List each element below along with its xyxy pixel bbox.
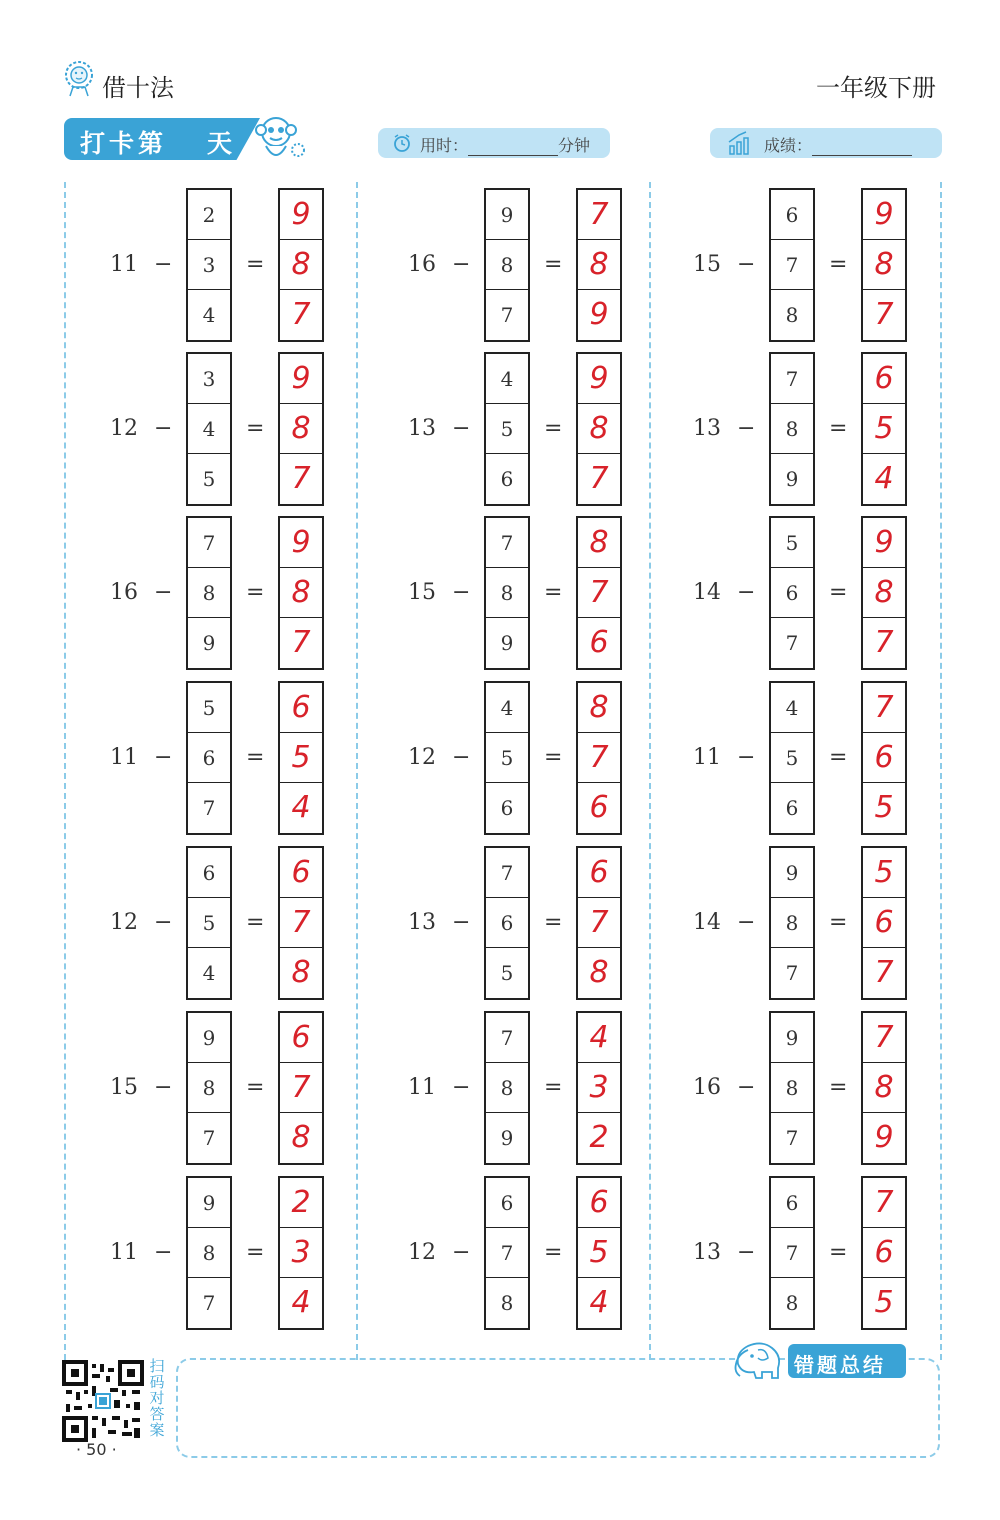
subtrahend-cell: 9 xyxy=(188,1013,230,1063)
answer-cell[interactable]: 7 xyxy=(578,190,620,240)
subtrahend-cell: 4 xyxy=(202,961,216,985)
subtrahend-cell: 5 xyxy=(500,961,514,985)
answer-cell[interactable]: 8 xyxy=(578,683,620,733)
answer-column xyxy=(278,846,324,1000)
answer-cell[interactable]: 4 xyxy=(589,1285,609,1320)
answer-cell[interactable]: 8 xyxy=(291,955,311,990)
score-blank[interactable] xyxy=(812,139,912,156)
answer-cell[interactable]: 6 xyxy=(863,898,905,948)
answer-column xyxy=(861,681,907,835)
frame-left xyxy=(64,182,66,1360)
answer-cell[interactable]: 7 xyxy=(578,733,620,783)
problem-block xyxy=(100,1176,350,1336)
score-label: 成绩： xyxy=(764,136,813,155)
minus-sign: − xyxy=(737,745,756,770)
answer-cell[interactable]: 3 xyxy=(578,1063,620,1113)
subtrahend-cell: 4 xyxy=(188,404,230,454)
subtrahend-cell: 5 xyxy=(188,683,230,733)
equals-sign: = xyxy=(544,580,563,605)
equals-sign: = xyxy=(544,910,563,935)
time-blank[interactable] xyxy=(468,139,558,156)
minus-sign: − xyxy=(154,580,173,605)
answer-cell[interactable]: 7 xyxy=(578,898,620,948)
answer-column xyxy=(278,352,324,506)
subtrahend-column xyxy=(769,188,815,342)
equals-sign: = xyxy=(246,580,265,605)
answer-cell[interactable]: 3 xyxy=(280,1228,322,1278)
minuend: 16 xyxy=(408,252,436,277)
problem-block xyxy=(100,681,350,841)
equals-sign: = xyxy=(544,745,563,770)
problem-block xyxy=(398,352,648,512)
answer-cell[interactable]: 7 xyxy=(874,955,894,990)
minuend: 13 xyxy=(408,910,436,935)
subtrahend-cell: 8 xyxy=(771,898,813,948)
subtrahend-column xyxy=(484,516,530,670)
equals-sign: = xyxy=(246,416,265,441)
problem-block xyxy=(683,516,933,676)
subtrahend-cell: 5 xyxy=(486,404,528,454)
time-label: 用时： xyxy=(420,136,469,155)
time-field[interactable] xyxy=(420,133,590,156)
minus-sign: − xyxy=(452,1075,471,1100)
minus-sign: − xyxy=(154,745,173,770)
subtrahend-cell: 3 xyxy=(188,240,230,290)
subtrahend-cell: 9 xyxy=(500,631,514,655)
subtrahend-column xyxy=(484,681,530,835)
minuend: 11 xyxy=(110,1240,138,1265)
answer-column xyxy=(861,188,907,342)
answer-cell[interactable]: 7 xyxy=(874,297,894,332)
minus-sign: − xyxy=(737,580,756,605)
answer-column xyxy=(278,681,324,835)
minuend: 12 xyxy=(110,910,138,935)
subtrahend-cell: 9 xyxy=(785,467,799,491)
checkin-suffix: 天 xyxy=(207,129,233,158)
minus-sign: − xyxy=(737,910,756,935)
answer-column xyxy=(576,846,622,1000)
answer-cell[interactable]: 8 xyxy=(578,404,620,454)
subtrahend-cell: 8 xyxy=(486,568,528,618)
minus-sign: − xyxy=(154,910,173,935)
subtrahend-cell: 7 xyxy=(500,303,514,327)
answer-cell[interactable]: 8 xyxy=(589,955,609,990)
minuend: 12 xyxy=(110,416,138,441)
answer-column xyxy=(278,1011,324,1165)
equals-sign: = xyxy=(544,252,563,277)
minuend: 16 xyxy=(693,1075,721,1100)
answer-column xyxy=(576,1011,622,1165)
answer-cell[interactable]: 6 xyxy=(280,1013,322,1063)
minuend: 15 xyxy=(693,252,721,277)
time-unit: 分钟 xyxy=(558,136,591,155)
answer-cell[interactable]: 4 xyxy=(874,461,894,496)
problem-block xyxy=(683,1176,933,1336)
minuend: 13 xyxy=(693,1240,721,1265)
answer-cell[interactable]: 6 xyxy=(863,733,905,783)
problem-block xyxy=(100,516,350,676)
subtrahend-column xyxy=(186,681,232,835)
minuend: 11 xyxy=(110,252,138,277)
answer-cell[interactable]: 8 xyxy=(863,568,905,618)
subtrahend-cell: 4 xyxy=(486,683,528,733)
subtrahend-cell: 5 xyxy=(771,518,813,568)
answer-cell[interactable]: 9 xyxy=(280,518,322,568)
subtrahend-cell: 8 xyxy=(771,1063,813,1113)
subtrahend-column xyxy=(769,1176,815,1330)
minuend: 14 xyxy=(693,910,721,935)
column-divider xyxy=(356,182,358,1360)
subtrahend-column xyxy=(484,846,530,1000)
subtrahend-cell: 7 xyxy=(486,848,528,898)
answer-column xyxy=(861,846,907,1000)
subtrahend-cell: 7 xyxy=(486,1228,528,1278)
subtrahend-column xyxy=(484,188,530,342)
problem-block xyxy=(100,188,350,348)
page-title: 借十法 xyxy=(102,74,174,102)
minuend: 14 xyxy=(693,580,721,605)
answer-cell[interactable]: 9 xyxy=(578,354,620,404)
subtrahend-cell: 7 xyxy=(486,1013,528,1063)
lion-icon xyxy=(62,60,96,98)
answer-cell[interactable]: 8 xyxy=(578,518,620,568)
answer-column xyxy=(278,188,324,342)
answer-cell[interactable]: 8 xyxy=(280,404,322,454)
summary-label: 错题总结 xyxy=(794,1353,886,1377)
minus-sign: − xyxy=(452,745,471,770)
subtrahend-cell: 6 xyxy=(486,1178,528,1228)
subtrahend-cell: 9 xyxy=(500,1126,514,1150)
equals-sign: = xyxy=(829,745,848,770)
answer-column xyxy=(278,516,324,670)
subtrahend-column xyxy=(484,1176,530,1330)
subtrahend-cell: 7 xyxy=(785,631,799,655)
subtrahend-column xyxy=(484,1011,530,1165)
problem-block xyxy=(398,516,648,676)
minuend: 16 xyxy=(110,580,138,605)
subtrahend-cell: 5 xyxy=(486,733,528,783)
subtrahend-cell: 7 xyxy=(202,796,216,820)
answer-cell[interactable]: 9 xyxy=(874,1120,894,1155)
problem-block xyxy=(100,1011,350,1171)
answer-cell[interactable]: 7 xyxy=(863,1013,905,1063)
minuend: 12 xyxy=(408,1240,436,1265)
answer-column xyxy=(576,1176,622,1330)
subtrahend-column xyxy=(186,188,232,342)
minuend: 11 xyxy=(110,745,138,770)
chart-icon xyxy=(727,130,751,156)
subtrahend-column xyxy=(769,846,815,1000)
minuend: 12 xyxy=(408,745,436,770)
equals-sign: = xyxy=(246,910,265,935)
answer-cell[interactable]: 9 xyxy=(863,518,905,568)
answer-column xyxy=(576,188,622,342)
subtrahend-cell: 7 xyxy=(785,961,799,985)
subtrahend-cell: 8 xyxy=(188,1063,230,1113)
subtrahend-cell: 2 xyxy=(188,190,230,240)
minus-sign: − xyxy=(452,1240,471,1265)
column-divider xyxy=(649,182,651,1360)
subtrahend-cell: 7 xyxy=(771,240,813,290)
subtrahend-cell: 4 xyxy=(771,683,813,733)
answer-column xyxy=(861,352,907,506)
subtrahend-column xyxy=(484,352,530,506)
subtrahend-cell: 8 xyxy=(486,240,528,290)
answer-cell[interactable]: 8 xyxy=(863,240,905,290)
subtrahend-column xyxy=(769,681,815,835)
subtrahend-cell: 9 xyxy=(771,848,813,898)
subtrahend-column xyxy=(186,1176,232,1330)
answer-cell[interactable]: 9 xyxy=(589,297,609,332)
answer-column xyxy=(861,1011,907,1165)
minus-sign: − xyxy=(737,252,756,277)
answer-column xyxy=(278,1176,324,1330)
answer-cell[interactable]: 7 xyxy=(863,683,905,733)
answer-cell[interactable]: 2 xyxy=(280,1178,322,1228)
page-number: · 50 · xyxy=(76,1440,117,1459)
subtrahend-cell: 9 xyxy=(188,1178,230,1228)
subtrahend-cell: 6 xyxy=(188,733,230,783)
subtrahend-cell: 6 xyxy=(188,848,230,898)
problem-block xyxy=(100,846,350,1006)
subtrahend-cell: 4 xyxy=(202,303,216,327)
answer-cell[interactable]: 7 xyxy=(280,898,322,948)
equals-sign: = xyxy=(829,1075,848,1100)
answer-cell[interactable]: 8 xyxy=(863,1063,905,1113)
answer-cell[interactable]: 8 xyxy=(291,1120,311,1155)
equals-sign: = xyxy=(829,580,848,605)
answer-cell[interactable]: 5 xyxy=(280,733,322,783)
minuend: 15 xyxy=(110,1075,138,1100)
answer-cell[interactable]: 5 xyxy=(874,790,894,825)
subtrahend-cell: 7 xyxy=(785,1126,799,1150)
subtrahend-cell: 8 xyxy=(188,568,230,618)
problem-block xyxy=(398,188,648,348)
answer-cell[interactable]: 6 xyxy=(863,354,905,404)
answer-cell[interactable]: 4 xyxy=(291,790,311,825)
subtrahend-cell: 6 xyxy=(500,467,514,491)
answer-cell[interactable]: 7 xyxy=(589,461,609,496)
problem-block xyxy=(683,681,933,841)
equals-sign: = xyxy=(246,745,265,770)
subtrahend-cell: 9 xyxy=(771,1013,813,1063)
answer-cell[interactable]: 5 xyxy=(863,848,905,898)
equals-sign: = xyxy=(829,416,848,441)
equals-sign: = xyxy=(246,1075,265,1100)
subtrahend-cell: 8 xyxy=(486,1063,528,1113)
monkey-icon xyxy=(250,112,308,168)
subtrahend-column xyxy=(769,1011,815,1165)
answer-cell[interactable]: 7 xyxy=(578,568,620,618)
answer-cell[interactable]: 2 xyxy=(589,1120,609,1155)
problem-block xyxy=(683,1011,933,1171)
subtrahend-column xyxy=(186,352,232,506)
checkin-prefix: 打卡第 xyxy=(80,129,168,158)
minuend: 15 xyxy=(408,580,436,605)
subtrahend-cell: 7 xyxy=(202,1291,216,1315)
answer-cell[interactable]: 8 xyxy=(280,568,322,618)
answer-cell[interactable]: 7 xyxy=(280,1063,322,1113)
subtrahend-cell: 7 xyxy=(486,518,528,568)
answer-cell[interactable]: 7 xyxy=(291,461,311,496)
answer-column xyxy=(861,516,907,670)
equals-sign: = xyxy=(544,1075,563,1100)
qr-code[interactable] xyxy=(62,1360,144,1442)
problem-block xyxy=(398,846,648,1006)
answer-cell[interactable]: 8 xyxy=(280,240,322,290)
equals-sign: = xyxy=(246,1240,265,1265)
minus-sign: − xyxy=(452,252,471,277)
minus-sign: − xyxy=(154,252,173,277)
equals-sign: = xyxy=(544,1240,563,1265)
subtrahend-column xyxy=(186,846,232,1000)
subtrahend-column xyxy=(769,352,815,506)
problem-block xyxy=(398,681,648,841)
subtrahend-cell: 7 xyxy=(202,1126,216,1150)
answer-cell[interactable]: 9 xyxy=(863,190,905,240)
elephant-icon xyxy=(732,1338,790,1382)
subtrahend-cell: 6 xyxy=(500,796,514,820)
minuend: 13 xyxy=(693,416,721,441)
answer-cell[interactable]: 6 xyxy=(589,625,609,660)
subtrahend-cell: 8 xyxy=(785,1291,799,1315)
clock-icon xyxy=(392,133,412,153)
subtrahend-cell: 7 xyxy=(771,1228,813,1278)
answer-column xyxy=(576,681,622,835)
minuend: 11 xyxy=(408,1075,436,1100)
subtrahend-cell: 8 xyxy=(188,1228,230,1278)
answer-cell[interactable]: 7 xyxy=(863,1178,905,1228)
problem-block xyxy=(398,1176,648,1336)
subtrahend-cell: 9 xyxy=(202,631,216,655)
equals-sign: = xyxy=(829,1240,848,1265)
answer-column xyxy=(861,1176,907,1330)
answer-cell[interactable]: 6 xyxy=(280,683,322,733)
grade-label: 一年级下册 xyxy=(816,74,936,102)
answer-cell[interactable]: 6 xyxy=(589,790,609,825)
answer-cell[interactable]: 6 xyxy=(578,848,620,898)
subtrahend-cell: 6 xyxy=(486,898,528,948)
answer-cell[interactable]: 4 xyxy=(578,1013,620,1063)
subtrahend-column xyxy=(186,516,232,670)
subtrahend-cell: 6 xyxy=(771,568,813,618)
subtrahend-column xyxy=(769,516,815,670)
score-field[interactable] xyxy=(764,133,912,156)
answer-cell[interactable]: 6 xyxy=(280,848,322,898)
subtrahend-cell: 7 xyxy=(771,354,813,404)
subtrahend-column xyxy=(186,1011,232,1165)
answer-cell[interactable]: 4 xyxy=(291,1285,311,1320)
answer-cell[interactable]: 8 xyxy=(578,240,620,290)
subtrahend-cell: 3 xyxy=(188,354,230,404)
minus-sign: − xyxy=(154,1240,173,1265)
problem-block xyxy=(398,1011,648,1171)
answer-cell[interactable]: 7 xyxy=(874,625,894,660)
equals-sign: = xyxy=(246,252,265,277)
subtrahend-cell: 5 xyxy=(771,733,813,783)
answer-cell[interactable]: 9 xyxy=(280,190,322,240)
answer-cell[interactable]: 7 xyxy=(291,297,311,332)
subtrahend-cell: 8 xyxy=(500,1291,514,1315)
answer-column xyxy=(576,516,622,670)
answer-cell[interactable]: 9 xyxy=(280,354,322,404)
minuend: 13 xyxy=(408,416,436,441)
problem-block xyxy=(683,188,933,348)
equals-sign: = xyxy=(829,910,848,935)
equals-sign: = xyxy=(829,252,848,277)
minus-sign: − xyxy=(737,416,756,441)
subtrahend-cell: 8 xyxy=(785,303,799,327)
minus-sign: − xyxy=(452,910,471,935)
minus-sign: − xyxy=(737,1075,756,1100)
answer-cell[interactable]: 7 xyxy=(291,625,311,660)
equals-sign: = xyxy=(544,416,563,441)
subtrahend-cell: 5 xyxy=(188,898,230,948)
answer-cell[interactable]: 6 xyxy=(863,1228,905,1278)
minuend: 11 xyxy=(693,745,721,770)
subtrahend-cell: 9 xyxy=(486,190,528,240)
subtrahend-cell: 4 xyxy=(486,354,528,404)
problem-block xyxy=(100,352,350,512)
subtrahend-cell: 7 xyxy=(188,518,230,568)
frame-right xyxy=(940,182,942,1360)
answer-cell[interactable]: 6 xyxy=(578,1178,620,1228)
subtrahend-cell: 6 xyxy=(785,796,799,820)
minus-sign: − xyxy=(452,416,471,441)
problem-block xyxy=(683,352,933,512)
answer-cell[interactable]: 5 xyxy=(863,404,905,454)
minus-sign: − xyxy=(154,1075,173,1100)
subtrahend-cell: 6 xyxy=(771,1178,813,1228)
subtrahend-cell: 5 xyxy=(202,467,216,491)
minus-sign: − xyxy=(154,416,173,441)
answer-column xyxy=(576,352,622,506)
subtrahend-cell: 6 xyxy=(771,190,813,240)
minus-sign: − xyxy=(737,1240,756,1265)
scan-answer-label: 扫码对答案 xyxy=(149,1357,165,1439)
answer-cell[interactable]: 5 xyxy=(578,1228,620,1278)
problem-block xyxy=(683,846,933,1006)
subtrahend-cell: 8 xyxy=(771,404,813,454)
minus-sign: − xyxy=(452,580,471,605)
answer-cell[interactable]: 5 xyxy=(874,1285,894,1320)
